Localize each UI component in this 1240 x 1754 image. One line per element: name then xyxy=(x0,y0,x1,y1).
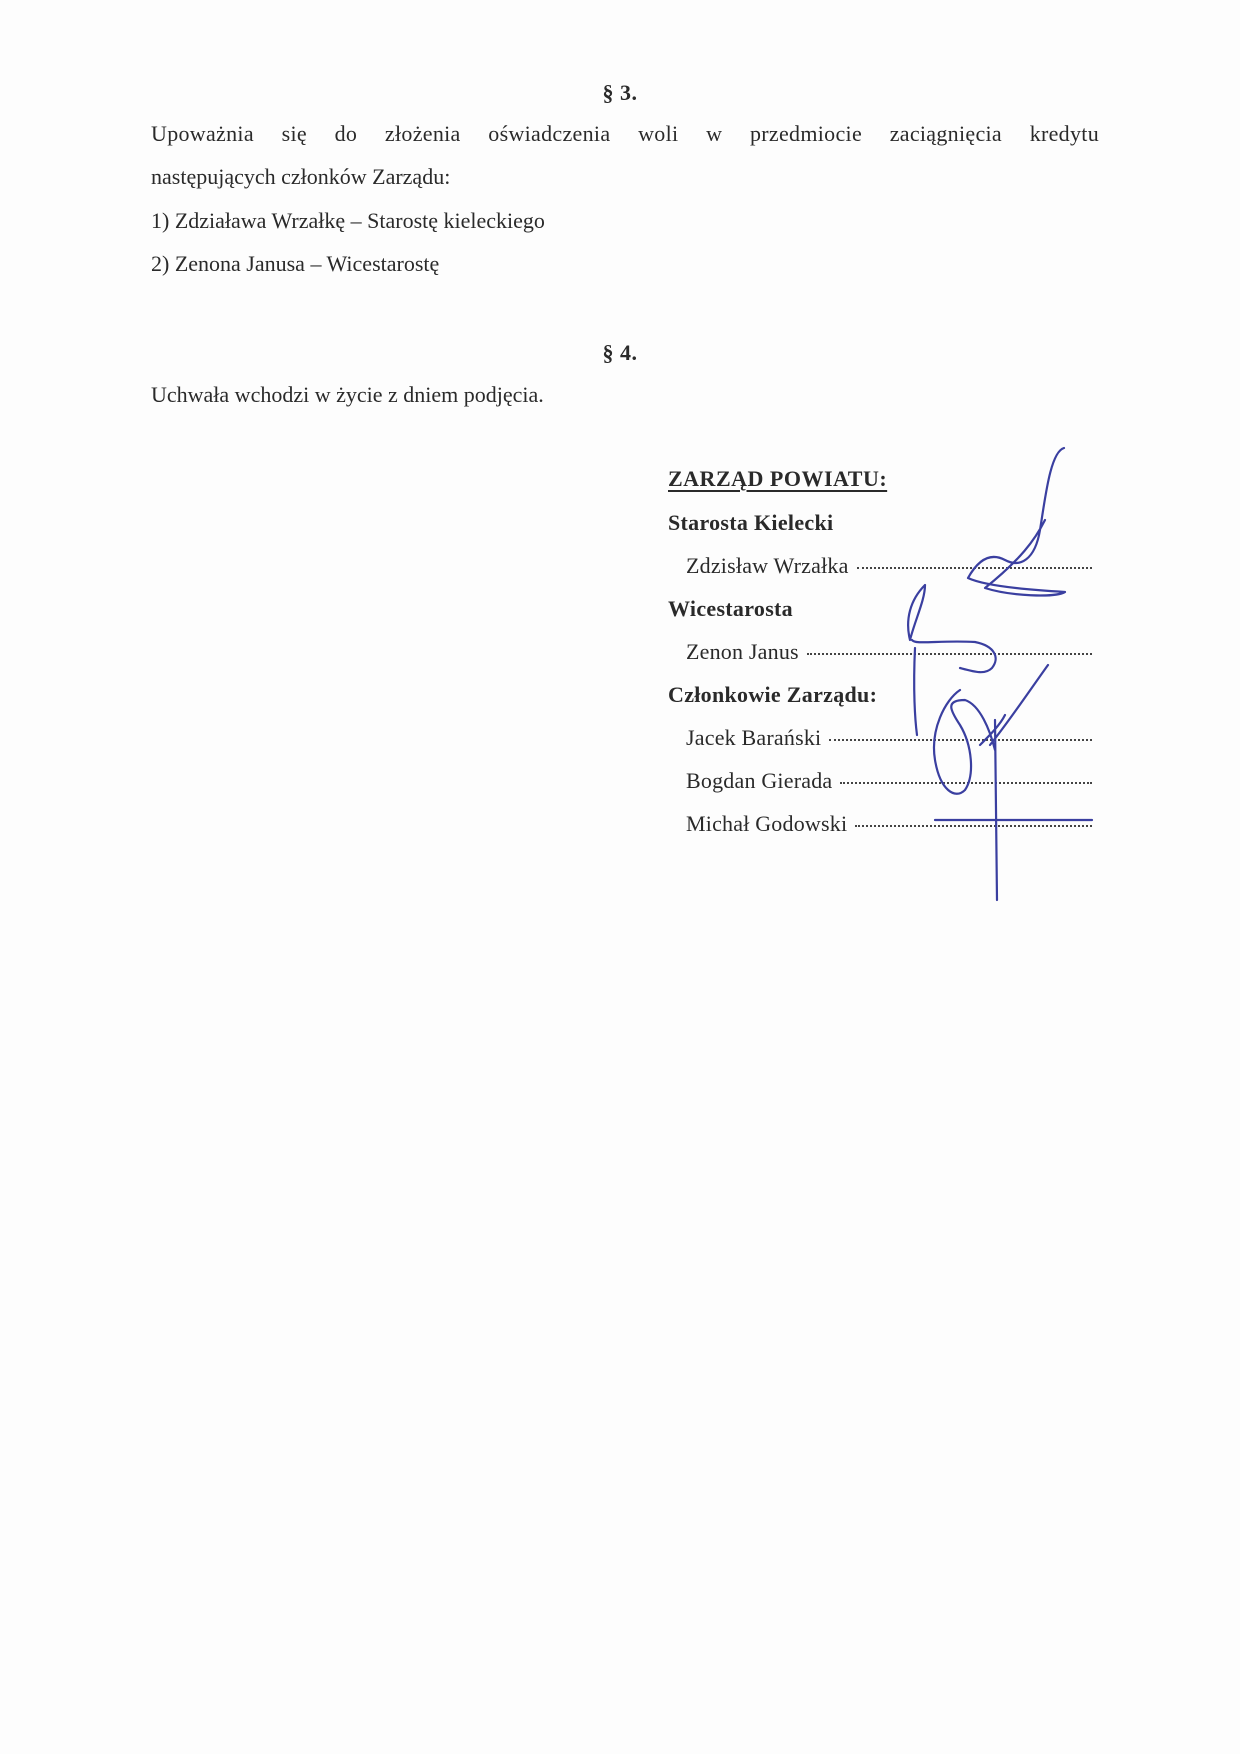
signature-dotted-line xyxy=(855,824,1092,827)
section-3-item-2: 2) Zenona Janusa – Wicestarostę xyxy=(151,251,440,276)
member-name: Jacek Barański xyxy=(686,725,822,750)
member-signature-line xyxy=(686,811,1092,837)
member-signature-line xyxy=(686,725,1092,751)
member-signature-line xyxy=(686,768,1092,794)
starosta-role: Starosta Kielecki xyxy=(668,510,834,535)
signature-dotted-line xyxy=(857,566,1092,569)
member-name: Michał Godowski xyxy=(686,811,848,836)
member-name: Bogdan Gierada xyxy=(686,768,833,793)
signature-dotted-line xyxy=(840,781,1092,784)
signature-dotted-line xyxy=(829,738,1092,741)
vice-starosta-signature-line xyxy=(686,639,1092,665)
starosta-name: Zdzisław Wrzałka xyxy=(686,553,849,578)
section-3-text-line-2: następujących członków Zarządu: xyxy=(151,164,451,189)
vice-starosta-name: Zenon Janus xyxy=(686,639,799,664)
members-role: Członkowie Zarządu: xyxy=(668,682,878,707)
section-4-text: Uchwała wchodzi w życie z dniem podjęcia. xyxy=(151,382,544,407)
section-3-heading: § 3. xyxy=(602,80,638,105)
section-3-item-1: 1) Zdziaława Wrzałkę – Starostę kieleckiego xyxy=(151,208,545,233)
section-4-heading: § 4. xyxy=(602,340,638,365)
section-3-text-line-1: Upoważnia się do złożenia oświadczenia woli w przedmiocie zaciągnięcia kredytu xyxy=(151,121,1099,146)
vice-starosta-role: Wicestarosta xyxy=(668,596,793,621)
board-title: ZARZĄD POWIATU: xyxy=(668,466,888,491)
starosta-signature-line xyxy=(686,553,1092,579)
signature-dotted-line xyxy=(807,652,1092,655)
